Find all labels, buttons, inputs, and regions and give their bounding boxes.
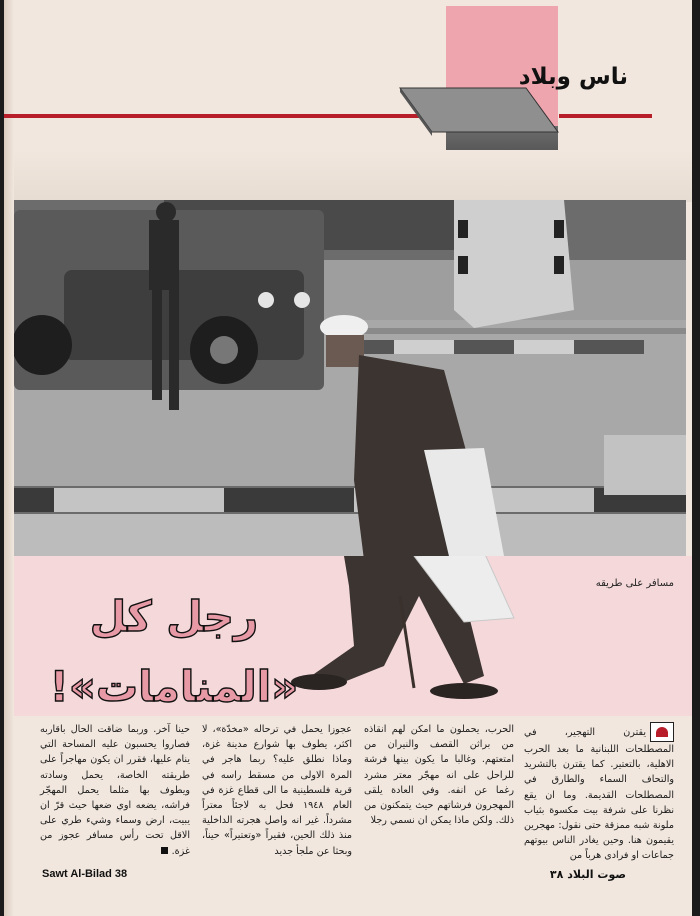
header-3d-bar [396,84,566,136]
photo-illustration [14,200,686,560]
article-column-3 [202,722,352,859]
page-spine [4,0,14,916]
column-text: يقترن التهجير، في المصطلحات اللبنانية ما بعد الحرب الاهلية، بالتعتير. كما يقترن بالتشريد والتحاف السماء والطارق في المصطلحات القديمة. وما ان يقع نظرنا على شرفة بيت مكسوة بثياب ملونة شبه ممزقة حتى نقول: مهجرين يقيمون هنا. وحين يغادر الناس بيوتهم جماعات او فرادى هرباً من [524,727,674,862]
article-photo [14,200,686,560]
footer-page-english: Sawt Al-Bilad 38 [42,868,128,880]
article-headline: رجل كل «المنامات»! [49,592,299,711]
magazine-logo-icon [650,722,674,742]
column-text: عجوزا يحمل في ترحاله «مخدّة»، لا اكثر، يطوف بها شوارع مدينة غزة، وماذا نطلق عليه؟ ربما هاجر في المرة الاولى من مسقط راسه في قرية فلسطينية ما الى قطاع غزة في العام ١٩٤٨ فحل به لاجئاً معتراً مشرداً. غير انه واصل هجرته الداخلية منذ ذلك الحين، فقيراً «وتعتيراً» حيناً، وبحثا عن ملجأ جديد [202,724,352,857]
magazine-page [4,0,692,916]
header-rule-right [559,114,652,118]
footer-page-arabic: صوت البلاد ٣٨ [549,868,626,881]
section-title: ناس وبلاد [518,64,628,90]
article-column-1 [524,722,674,864]
article-body [34,722,674,870]
header-rule-left [4,114,424,118]
article-column-2 [364,722,514,828]
photo-caption: مسافر على طريقه [595,578,674,589]
column-text: الحرب، يحملون ما امكن لهم انقاذه من براثن القصف والنيران من امتعتهم. وغالبا ما يكون بينها فرشة للراحل على انه مهجّر معتر مشرد رغما عن انفه. وفي العادة يلقى المهجرون فرشاتهم حيث يتمكنون من ذلك. ولكن ماذا يمكن ان نسمي رجلا [364,724,514,827]
end-mark-icon [161,847,168,854]
column-text: حينا آخر. وربما ضاقت الحال باقاربه فصاروا يحسبون عليه المساحة التي ينام عليها، فقرر ان يكون مهاجراً على طريقته الخاصة، يحمل وسادته ويطوف بها مثلما يحمل المهجّر فراشه، يضعه اوي ضعها حيث قرّ ان يبيت، ارض وسماء وشيء طري على الاقل تحت رأس مسافر عجوز من غزة. [40,724,190,857]
article-column-4 [40,722,190,859]
paper-band [14,150,692,202]
